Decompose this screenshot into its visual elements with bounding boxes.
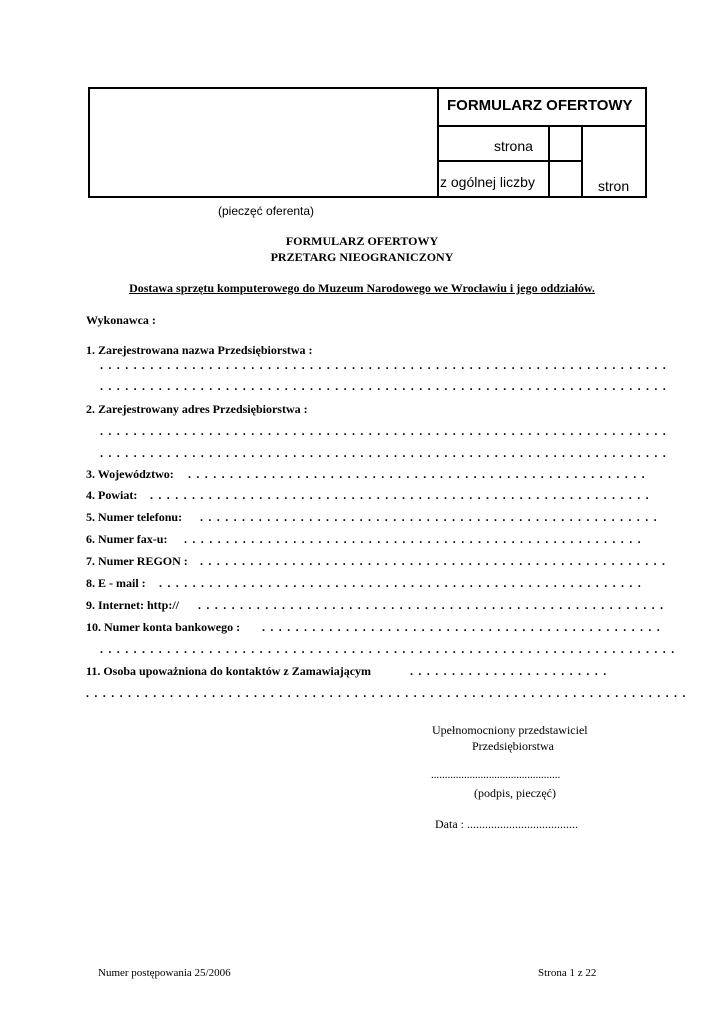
fill-dots: . . . . . . . . . . . . . . . . . . . . . . . . . . . . . . . . . . . . . . . . . . . . . . . . . . . . . . . . . . . . . . . . . . . . .	[100, 642, 676, 656]
header-divider	[548, 125, 550, 198]
fill-dots: . . . . . . . . . . . . . . . . . . . . . . . . . . . . . . . . . . . . . . . . . . . . . . . . . . . . . . . . . . . .	[150, 488, 650, 502]
header-divider	[437, 160, 583, 162]
field-label: 1. Zarejestrowana nazwa Przedsiębiorstwa :	[86, 343, 313, 357]
fill-dots: . . . . . . . . . . . . . . . . . . . . . . . . . . . . . . . . . . . . . . . . . . . . . . . . . . . . . . . . . . . . . . . . . . . . . . . .	[86, 686, 687, 700]
header-divider	[437, 87, 439, 198]
stamp-label: (pieczęć oferenta)	[218, 204, 315, 218]
pages-label: stron	[598, 178, 630, 194]
footer-page-number: Strona 1 z 22	[538, 967, 597, 979]
field-label: 5. Numer telefonu:	[86, 510, 183, 524]
footer-case-number: Numer postępowania 25/2006	[98, 967, 231, 979]
fill-dots: . . . . . . . . . . . . . . . . . . . . . . . . . . . . . . . . . . . . . . . . . . . . . . . . . . . . . . . . . . . . . . . . . . . .	[100, 379, 667, 393]
fill-dots: . . . . . . . . . . . . . . . . . . . . . . . . . . . . . . . . . . . . . . . . . . . . . . . . . . . . . . . . . .	[159, 576, 642, 590]
field-label: 2. Zarejestrowany adres Przedsiębiorstwa :	[86, 402, 308, 416]
field-label: 7. Numer REGON :	[86, 554, 188, 568]
date-field: Data : .....................................	[435, 817, 578, 831]
field-label: 3. Województwo:	[86, 467, 174, 481]
field-label: 11. Osoba upoważniona do kontaktów z Zamawiającym	[86, 664, 372, 678]
signature-company: Przedsiębiorstwa	[472, 739, 554, 753]
fill-dots: . . . . . . . . . . . . . . . . . . . . . . . . . . . . . . . . . . . . . . . . . . . . . . . . . . . . . . . . . . . . . . . . . . . .	[100, 424, 667, 438]
fill-dots: . . . . . . . . . . . . . . . . . . . . . . . . . . . . . . . . . . . . . . . . . . . . . . . . . . . . . . . .	[198, 598, 665, 612]
fill-dots: . . . . . . . . . . . . . . . . . . . . . . . . . . . . . . . . . . . . . . . . . . . . . . . . . . . . . . . .	[200, 554, 667, 568]
fill-dots: . . . . . . . . . . . . . . . . . . . . . . . . . . . . . . . . . . . . . . . . . . . . . . . . . . . . . . .	[200, 510, 658, 524]
fill-dots: . . . . . . . . . . . . . . . . . . . . . . . . . . . . . . . . . . . . . . . . . . . . . . . .	[262, 620, 661, 634]
signature-dots: ...............................................	[431, 769, 561, 781]
fill-dots: . . . . . . . . . . . . . . . . . . . . . . . . . . . . . . . . . . . . . . . . . . . . . . . . . . . . . . .	[188, 467, 646, 481]
header-divider	[581, 125, 583, 198]
fill-dots: . . . . . . . . . . . . . . . . . . . . . . . .	[410, 664, 608, 678]
fill-dots: . . . . . . . . . . . . . . . . . . . . . . . . . . . . . . . . . . . . . . . . . . . . . . . . . . . . . . . . . . . . . . . . . . . .	[100, 446, 667, 460]
page-label: strona	[494, 138, 533, 154]
field-label: 8. E - mail :	[86, 576, 146, 590]
header-divider	[437, 125, 647, 127]
total-pages-label: z ogólnej liczby	[440, 174, 535, 190]
field-label: 4. Powiat:	[86, 488, 138, 502]
form-title: FORMULARZ OFERTOWY	[285, 234, 439, 248]
fill-dots: . . . . . . . . . . . . . . . . . . . . . . . . . . . . . . . . . . . . . . . . . . . . . . . . . . . . . . . . . . . . . . . . . . . .	[100, 358, 667, 372]
subject: Dostawa sprzętu komputerowego do Muzeum Narodowego we Wrocławiu i jego oddziałów.	[129, 281, 595, 295]
contractor-label: Wykonawca :	[86, 313, 156, 327]
fill-dots: . . . . . . . . . . . . . . . . . . . . . . . . . . . . . . . . . . . . . . . . . . . . . . . . . . . . . . .	[184, 532, 642, 546]
header-title: FORMULARZ OFERTOWY	[447, 97, 633, 114]
signature-label: (podpis, pieczęć)	[474, 786, 556, 800]
field-label: 10. Numer konta bankowego :	[86, 620, 241, 634]
form-subtitle: PRZETARG NIEOGRANICZONY	[270, 250, 454, 264]
field-label: 6. Numer fax-u:	[86, 532, 168, 546]
field-label: 9. Internet: http://	[86, 598, 179, 612]
signature-title: Upełnomocniony przedstawiciel	[432, 723, 588, 737]
